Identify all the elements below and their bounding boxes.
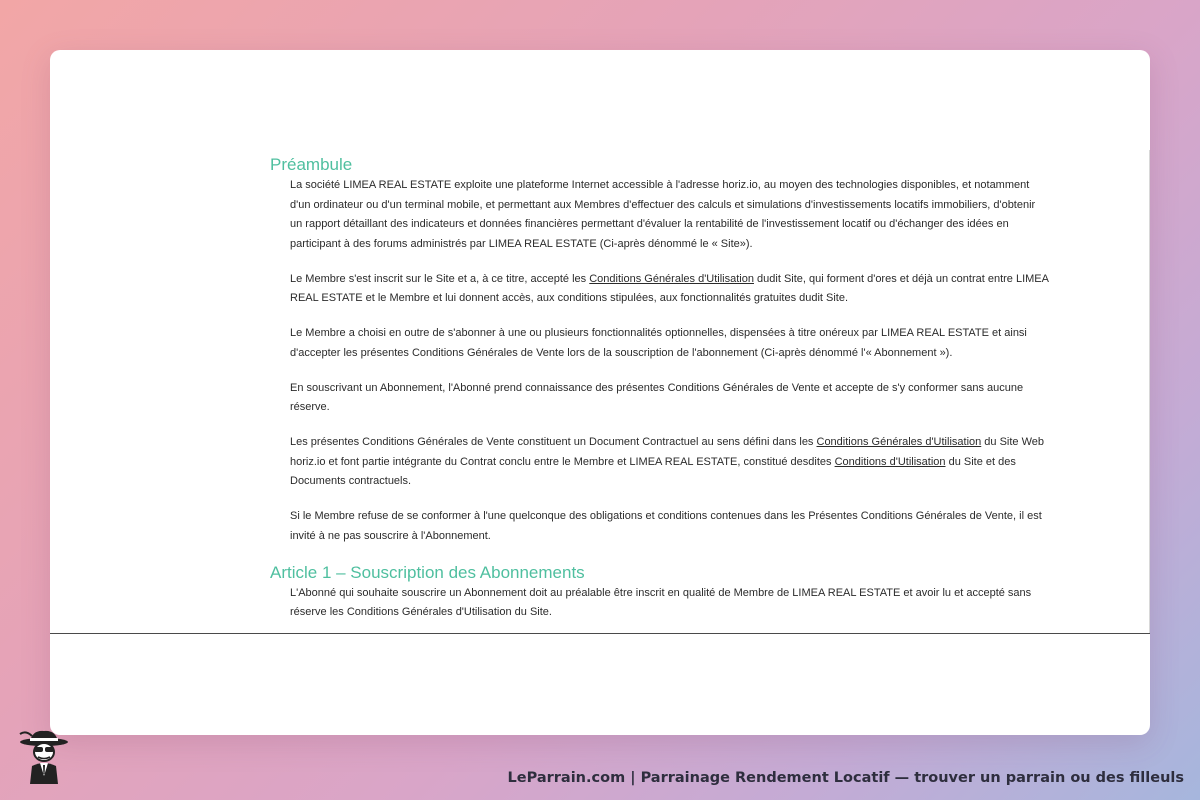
paragraph <box>290 507 1050 546</box>
paragraph <box>290 379 1050 418</box>
paragraph <box>290 584 1050 623</box>
paragraph-text: La société LIMEA REAL ESTATE exploite une plateforme Internet accessible à l'adresse horiz.io, au moyen des technologies disponibles, et notamment d'un ordinateur ou d'un terminal mobile, et permettant aux Membres d'effectuer des calculs et simulations d'investissements locatifs immobiliers, d'obtenir un rapport détaillant des indicateurs et données financières permettant d'évaluer la rentabilité de l'investissement locatif ou d'échanger des idées en participant à des forums administrés par LIMEA REAL ESTATE (Ci-après dénommé le « Site»). <box>290 179 1036 250</box>
paragraph-text: du Site Web horiz.io et font partie intégrante du Contrat conclu entre le Membre et LIMEA REAL ESTATE, constitué desdites <box>290 436 1045 468</box>
document-viewport[interactable] <box>50 50 1150 634</box>
paragraph <box>290 176 1050 254</box>
paragraph-text: dudit Site, qui forment d'ores et déjà un contrat entre LIMEA REAL ESTATE et le Membre et lui donnent accès, aux conditions stipulées, aux fonctionnalités gratuites dudit Site. <box>290 272 1049 304</box>
footer-bar <box>0 740 1200 800</box>
paragraph <box>290 324 1050 363</box>
paragraph-text: Le Membre s'est inscrit sur le Site et a, à ce titre, accepté les <box>290 272 590 285</box>
section-heading-preambule: Préambule <box>270 155 353 174</box>
document-content <box>270 154 1050 634</box>
footer-site-link[interactable]: LeParrain.com | Parrainage Rendement Locatif — trouver un parrain ou des filleuls <box>507 770 1184 786</box>
paragraph <box>290 270 1050 309</box>
spy-mascot-icon <box>18 728 70 784</box>
conditions-link[interactable]: Conditions Générales d'Utilisation <box>589 272 754 285</box>
conditions-link[interactable]: Conditions Générales d'Utilisation <box>816 436 982 448</box>
paragraph-text: Si le Membre refuse de se conformer à l'une quelconque des obligations et conditions contenues dans les Présentes Conditions Générales de Vente, il est invité à ne pas souscrire à l'Abonnement. <box>290 510 1042 542</box>
paragraph-text: L'Abonné qui souhaite souscrire un Abonnement doit au préalable être inscrit en qualité de Membre de LIMEA REAL ESTATE et avoir lu et accepté sans réserve les Conditions Générales d'Utilisation du Site. <box>290 586 1032 618</box>
paragraph <box>290 433 1050 492</box>
paragraph-text: Le Membre a choisi en outre de s'abonner à une ou plusieurs fonctionnalités optionnelles, dispensées à titre onéreux par LIMEA REAL ESTATE et ainsi d'accepter les présentes Conditions Générales de Vente lors de la souscription de l'abonnement (Ci-après dénommé l'« Abonnement »). <box>290 327 1027 359</box>
conditions-link[interactable]: Conditions d'Utilisation <box>834 455 946 468</box>
paragraph-text: Les présentes Conditions Générales de Vente constituent un Document Contractuel au sens défini dans les <box>290 436 817 448</box>
paragraph-text: du Site et des Documents contractuels. <box>290 455 1016 487</box>
section-heading-article-1: Article 1 – Souscription des Abonnements <box>270 562 585 582</box>
document-card <box>50 50 1150 735</box>
paragraph-text: En souscrivant un Abonnement, l'Abonné prend connaissance des présentes Conditions Générales de Vente et accepte de s'y conformer sans aucune réserve. <box>290 381 1024 413</box>
